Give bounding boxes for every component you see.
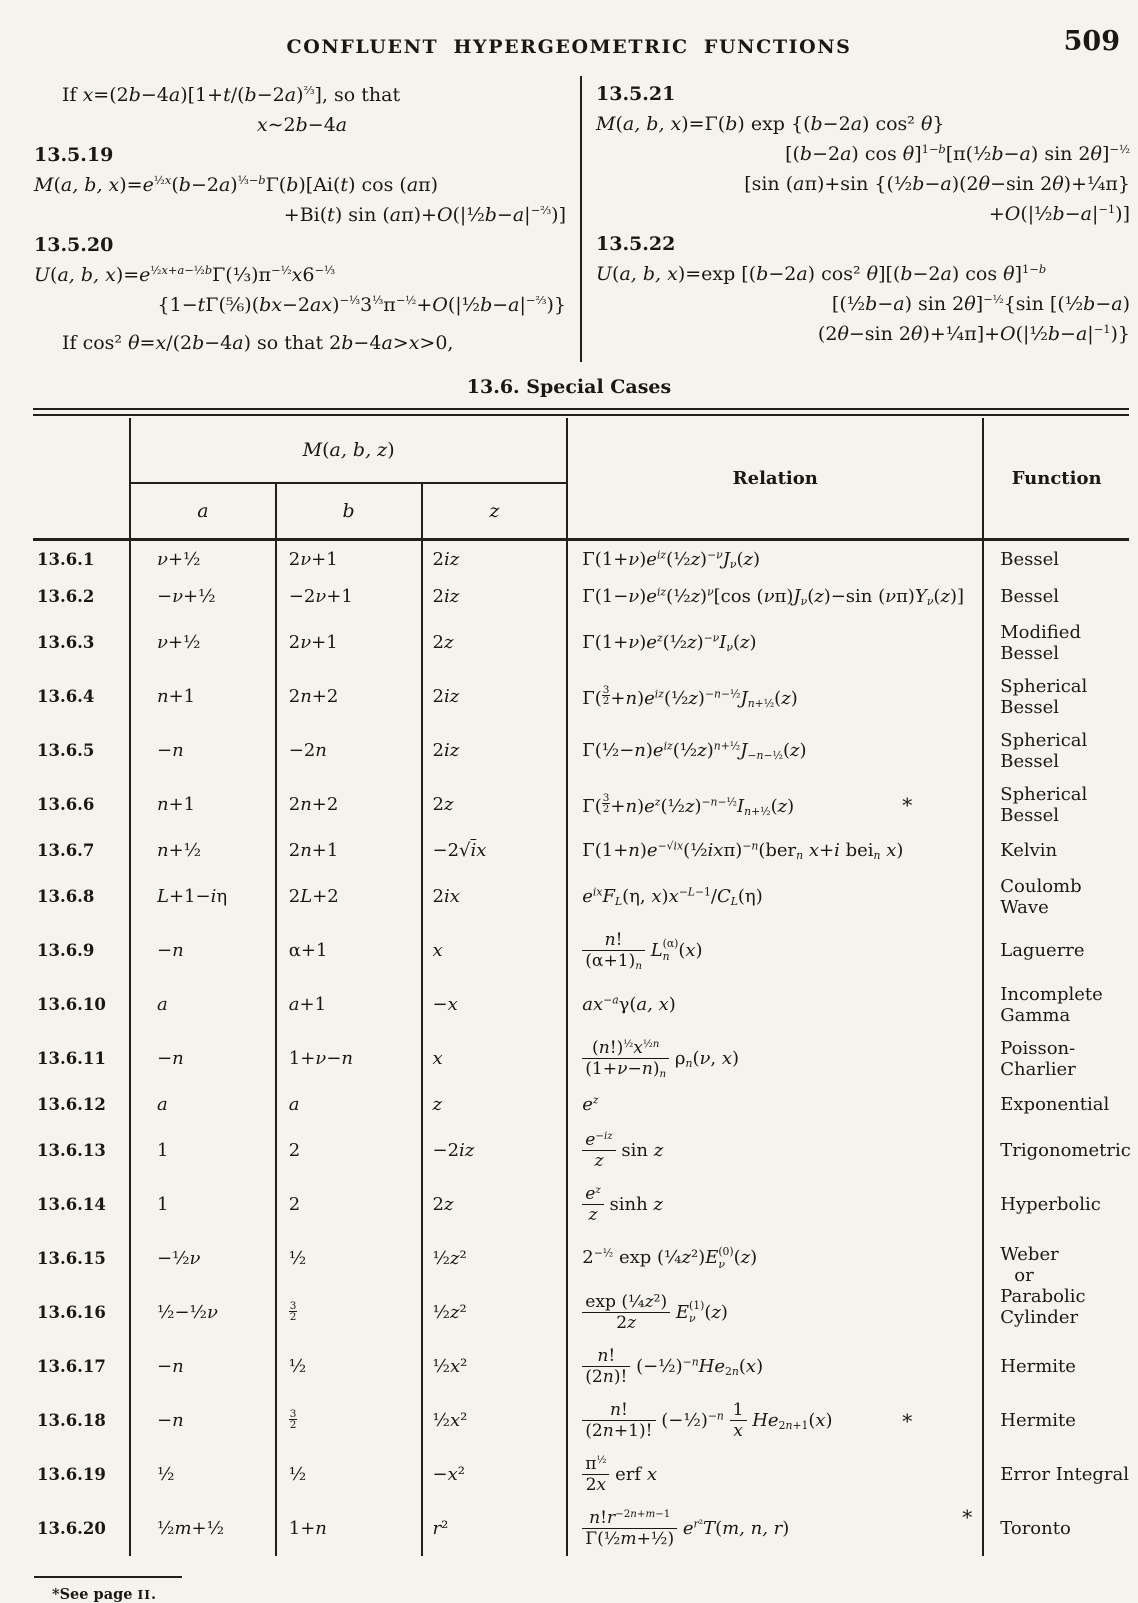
value-b: 2ν+1 xyxy=(276,540,422,578)
row-eq-number: 13.6.2 xyxy=(33,578,130,616)
formula-line: [sin (aπ)+sin {(½b−a)(2θ−sin 2θ)+¼π} xyxy=(744,173,1130,195)
row-eq-number: 13.6.11 xyxy=(33,1032,130,1086)
row-eq-number: 13.6.3 xyxy=(33,616,130,670)
value-a: −½ν xyxy=(130,1232,276,1286)
relation-value: Γ( $\frac{3}{2}$ $+n)e^{iz}(\frac{1}{2}z)^{-n-\frac{1}{2}}J_{n+\frac{1}{2}}(z)$ xyxy=(567,670,983,724)
header-b: b xyxy=(276,483,422,540)
table-row xyxy=(33,724,1129,778)
function-name: Exponential xyxy=(1000,1094,1110,1115)
value-b: 2L+2 xyxy=(276,870,422,924)
value-z: ½z² xyxy=(422,1286,568,1340)
value-a: ½m+½ xyxy=(130,1502,276,1556)
function-name: Modified Bessel xyxy=(1000,621,1081,664)
equation-label: 13.5.20 xyxy=(34,234,114,256)
equation-label: 13.5.21 xyxy=(596,83,676,105)
row-eq-number: 13.6.20 xyxy=(33,1502,130,1556)
table-row xyxy=(33,616,1129,670)
value-a: a xyxy=(130,978,276,1032)
relation-value: $\Gamma(1+\nu)e^{iz}(\frac{1}{2}z)^{-\nu}J_\nu(z)$ xyxy=(567,540,983,578)
value-z: 2z xyxy=(422,616,568,670)
value-a: n+½ xyxy=(130,832,276,870)
row-eq-number: 13.6.7 xyxy=(33,832,130,870)
function-name: Hermite xyxy=(1000,1356,1076,1377)
function-name: Bessel xyxy=(1000,548,1060,570)
formula-column-right xyxy=(580,76,1134,362)
value-a: n+1 xyxy=(130,670,276,724)
value-z: −2iz xyxy=(422,1124,568,1178)
value-z: r² xyxy=(422,1502,568,1556)
row-eq-number: 13.6.19 xyxy=(33,1448,130,1502)
table-row xyxy=(33,832,1129,870)
table-row xyxy=(33,1178,1129,1232)
value-b: $\frac{3}{2}$ xyxy=(276,1286,422,1340)
header-m-group: M(a, b, z) xyxy=(130,418,567,483)
value-z: ½x² xyxy=(422,1340,568,1394)
table-row xyxy=(33,1232,1129,1286)
value-a: −ν+½ xyxy=(130,578,276,616)
value-b: −2ν+1 xyxy=(276,578,422,616)
relation-value: $\frac{e^z}{z}$ sinh z xyxy=(567,1178,983,1232)
table-row xyxy=(33,1394,1129,1448)
header-a: a xyxy=(130,483,276,540)
function-name: Weber or Parabolic Cylinder xyxy=(1000,1243,1086,1328)
formula-line: +Bi(t) $\sin (a\pi)+O(|\frac{1}{2}b-a|^{-\frac{2}{3}})$] xyxy=(283,203,566,226)
formula-line: (2θ−sin $2\theta)+\frac{1}{4}\pi]+O(|\frac{1}{2}b-a|^{-1})$} xyxy=(817,322,1130,345)
formula-line: [(b−2a) cos θ]$^{1-b}$[π(½b−a) sin 2θ]$^{-\frac{1}{2}}$ xyxy=(785,142,1130,165)
asterisk-marker: * xyxy=(962,1504,973,1529)
value-b: 2n+2 xyxy=(276,670,422,724)
row-eq-number: 13.6.14 xyxy=(33,1178,130,1232)
table-row xyxy=(33,1340,1129,1394)
formula-line: x∼2b−4a xyxy=(256,114,348,136)
section-title: 13.6. Special Cases xyxy=(466,376,672,398)
row-eq-number: 13.6.9 xyxy=(33,924,130,978)
table-row xyxy=(33,578,1129,616)
value-z: x xyxy=(422,924,568,978)
row-eq-number: 13.6.10 xyxy=(33,978,130,1032)
table-header xyxy=(33,418,1129,540)
relation-value: $\frac{\pi^{\frac{1}{2}}}{2x}$ erf x xyxy=(567,1448,983,1502)
value-z: 2z xyxy=(422,778,568,832)
relation-value: $\frac{n!}{(2n)!}$ $(-\frac{1}{2})^{-n}He_{2n}(x)$ xyxy=(567,1340,983,1394)
table-row xyxy=(33,1502,1129,1556)
value-b: 2 xyxy=(276,1178,422,1232)
table-row xyxy=(33,924,1129,978)
value-z: 2z xyxy=(422,1178,568,1232)
value-z: 2iz xyxy=(422,670,568,724)
formula-line: If $x=(2b-4a)[1+t/(b-2a)^{\frac{2}{3}}]$, so that xyxy=(62,83,401,106)
value-z: ½z² xyxy=(422,1232,568,1286)
table-row xyxy=(33,1086,1129,1124)
table-row xyxy=(33,1032,1129,1086)
relation-value: $\Gamma(1-\nu)e^{iz}(\frac{1}{2}z)^\nu[\cos$ $(\nu\pi)J_\nu(z)-\sin$ $(\nu\pi)Y_\nu(z)$] xyxy=(567,578,983,616)
function-name: Spherical Bessel xyxy=(1000,783,1088,826)
relation-value: $e^z$ xyxy=(567,1086,983,1124)
formula-column-left xyxy=(34,76,580,362)
value-b: 1+n xyxy=(276,1502,422,1556)
value-z: z xyxy=(422,1086,568,1124)
running-header xyxy=(0,0,1138,66)
function-name: Bessel xyxy=(1000,586,1060,607)
value-a: ½−½ν xyxy=(130,1286,276,1340)
value-b: $\frac{3}{2}$ xyxy=(276,1394,422,1448)
relation-value: $e^{ix}F_L(\eta$, $x)x^{-L-1}/C_L(\eta)$ xyxy=(567,870,983,924)
row-eq-number: 13.6.15 xyxy=(33,1232,130,1286)
value-z: 2ix xyxy=(422,870,568,924)
value-b: a xyxy=(276,1086,422,1124)
formula-line: U(a, b, x)=exp [(b−2a) cos² θ][(b−2a) cos θ]$^{1-b}$ xyxy=(596,262,1047,285)
relation-value: $\Gamma(1+\nu)e^z(\frac{1}{2}z)^{-\nu}I_\nu(z)$ xyxy=(567,616,983,670)
function-name: Spherical Bessel xyxy=(1000,729,1088,772)
row-eq-number: 13.6.1 xyxy=(33,540,130,578)
function-name: Trigonometric xyxy=(1000,1140,1131,1161)
value-b: a+1 xyxy=(276,978,422,1032)
value-a: −n xyxy=(130,1340,276,1394)
function-name: Kelvin xyxy=(1000,840,1058,861)
asterisk-marker: * xyxy=(902,792,913,817)
table-row xyxy=(33,540,1129,578)
function-name: Poisson-Charlier xyxy=(1000,1037,1076,1080)
value-b: 2n+1 xyxy=(276,832,422,870)
value-z: x xyxy=(422,1032,568,1086)
value-a: n+1 xyxy=(130,778,276,832)
relation-value: $\Gamma(\frac{1}{2}-n)e^{iz}(\frac{1}{2}z)^{n+\frac{1}{2}}J_{-n-\frac{1}{2}}(z)$ xyxy=(567,724,983,778)
value-z: 2iz xyxy=(422,578,568,616)
equation-label: 13.5.19 xyxy=(34,144,114,166)
row-eq-number: 13.6.12 xyxy=(33,1086,130,1124)
function-name: Spherical Bessel xyxy=(1000,675,1088,718)
value-a: a xyxy=(130,1086,276,1124)
function-name: Laguerre xyxy=(1000,940,1085,961)
value-b: ½ xyxy=(276,1340,422,1394)
value-b: α+1 xyxy=(276,924,422,978)
function-name: Hyperbolic xyxy=(1000,1194,1101,1215)
value-z: ½x² xyxy=(422,1394,568,1448)
value-b: −2n xyxy=(276,724,422,778)
value-z: 2iz xyxy=(422,724,568,778)
table-row xyxy=(33,670,1129,724)
relation-value: $\frac{n!r^{-2n+m-1}}{\text{Γ(½m+½)}}$ $e^{r^2}T(m$, n, r) * xyxy=(567,1502,983,1556)
value-b: 1+ν−n xyxy=(276,1032,422,1086)
table-row xyxy=(33,1124,1129,1178)
table-row xyxy=(33,1448,1129,1502)
page-number: 509 xyxy=(1063,26,1120,57)
row-eq-number: 13.6.5 xyxy=(33,724,130,778)
relation-value: $2^{-\frac{1}{2}}$ exp (¼z²)E (0) ν (z) xyxy=(567,1232,983,1286)
formula-line: $+O(|\frac{1}{2}b-a|^{-1})$] xyxy=(988,202,1130,225)
value-a: L+1−iη xyxy=(130,870,276,924)
row-eq-number: 13.6.8 xyxy=(33,870,130,924)
function-name: Toronto xyxy=(1000,1518,1071,1539)
value-b: 2n+2 xyxy=(276,778,422,832)
table-row xyxy=(33,870,1129,924)
value-z: −x² xyxy=(422,1448,568,1502)
value-a: −n xyxy=(130,1032,276,1086)
table-top-rule xyxy=(33,408,1129,416)
row-eq-number: 13.6.4 xyxy=(33,670,130,724)
value-a: ν+½ xyxy=(130,616,276,670)
special-cases-table-wrap xyxy=(33,408,1129,1556)
formula-line: $\{1-t\Gamma(\frac{5}{6})(bx-2ax)^{-\frac{1}{3}}3^{\frac{1}{3}}\pi^{-\frac{1}{2}}+O(|\frac{1}{2}b-a|^{-\frac{2}{3}})\}$ xyxy=(157,293,566,316)
value-a: 1 xyxy=(130,1178,276,1232)
formula-line: M(a, b, x)=Γ(b) exp {(b−2a) cos² θ} xyxy=(596,113,945,135)
row-eq-number: 13.6.16 xyxy=(33,1286,130,1340)
formula-line: M(a, b, $x)=e^{\frac{1}{2}x}(b-2a)^{\frac{1}{3}-b}\Gamma(b)[Ai(t)$ cos (aπ) xyxy=(34,173,439,196)
value-b: ½ xyxy=(276,1232,422,1286)
function-name: Coulomb Wave xyxy=(1000,875,1082,918)
formula-section xyxy=(34,76,1134,362)
value-z: −2√ix xyxy=(422,832,568,870)
row-eq-number: 13.6.17 xyxy=(33,1340,130,1394)
value-a: −n xyxy=(130,1394,276,1448)
special-cases-body xyxy=(33,540,1129,1556)
page-title: CONFLUENT HYPERGEOMETRIC FUNCTIONS xyxy=(286,36,852,58)
value-b: ½ xyxy=(276,1448,422,1502)
row-eq-number: 13.6.6 xyxy=(33,778,130,832)
value-z: 2iz xyxy=(422,540,568,578)
table-row xyxy=(33,1286,1129,1340)
footnote: *See page II. xyxy=(52,1585,157,1603)
value-b: 2ν+1 xyxy=(276,616,422,670)
relation-value: $\frac{(n!)^{\frac{1}{2}}x^{\frac{1}{2}n}}{(1+\nu-n)_n}$ $\rho_n(\nu$, x) xyxy=(567,1032,983,1086)
value-a: ν+½ xyxy=(130,540,276,578)
header-function: Function xyxy=(1011,467,1102,489)
relation-value: $ax^{-a}\gamma(a$, x) xyxy=(567,978,983,1032)
value-z: −x xyxy=(422,978,568,1032)
value-a: 1 xyxy=(130,1124,276,1178)
asterisk-marker: * xyxy=(902,1408,913,1433)
relation-value: $\frac{n!}{(2n+1)!}$ (−½)$^{-n}$ $\frac{1}{x}$ $He_{2n+1}(x)$ * xyxy=(567,1394,983,1448)
relation-value: $\frac{e^{-iz}}{z}$ sin z xyxy=(567,1124,983,1178)
function-name: Hermite xyxy=(1000,1410,1076,1431)
row-eq-number: 13.6.18 xyxy=(33,1394,130,1448)
special-cases-table xyxy=(33,418,1129,1556)
footnote-rule xyxy=(34,1576,182,1578)
value-a: ½ xyxy=(130,1448,276,1502)
formula-line: [(½b−a) sin 2θ]$^{-\frac{1}{2}}${sin [(½b−a) xyxy=(831,292,1130,315)
value-b: 2 xyxy=(276,1124,422,1178)
value-a: −n xyxy=(130,724,276,778)
relation-value: Γ( $\frac{3}{2}$ $+n)e^z(\frac{1}{2}z)^{-n-\frac{1}{2}}I_{n+\frac{1}{2}}(z)$ * xyxy=(567,778,983,832)
row-eq-number: 13.6.13 xyxy=(33,1124,130,1178)
relation-value: $\frac{\text{exp (¼z²)}}{2z}$ E (1) ν (z) xyxy=(567,1286,983,1340)
function-name: Error Integral xyxy=(1000,1464,1129,1485)
function-name: Incomplete Gamma xyxy=(1000,983,1103,1026)
relation-value: $\Gamma(1+n)e^{-√ix}(\frac{1}{2}ix\pi)^{-n}(ber_n$ x+i bei$_n$ x) xyxy=(567,832,983,870)
equation-label: 13.5.22 xyxy=(596,233,676,255)
header-eq-number xyxy=(33,418,130,540)
formula-line: If cos² θ=x/(2b−4a) so that 2b−4a>x>0, xyxy=(62,332,454,354)
header-relation: Relation xyxy=(567,418,983,540)
relation-value: $\frac{n!}{(\alpha+1)_n}$ L (α) n (x) xyxy=(567,924,983,978)
value-a: −n xyxy=(130,924,276,978)
table-row xyxy=(33,978,1129,1032)
table-row xyxy=(33,778,1129,832)
formula-line: U(a, b, $x)=e^{\frac{1}{2}x+a-\frac{1}{2}b}\Gamma(\frac{1}{3})\pi^{-\frac{1}{2}}x6^{-\frac{1}{3}}$ xyxy=(34,263,336,286)
header-z: z xyxy=(489,500,500,522)
